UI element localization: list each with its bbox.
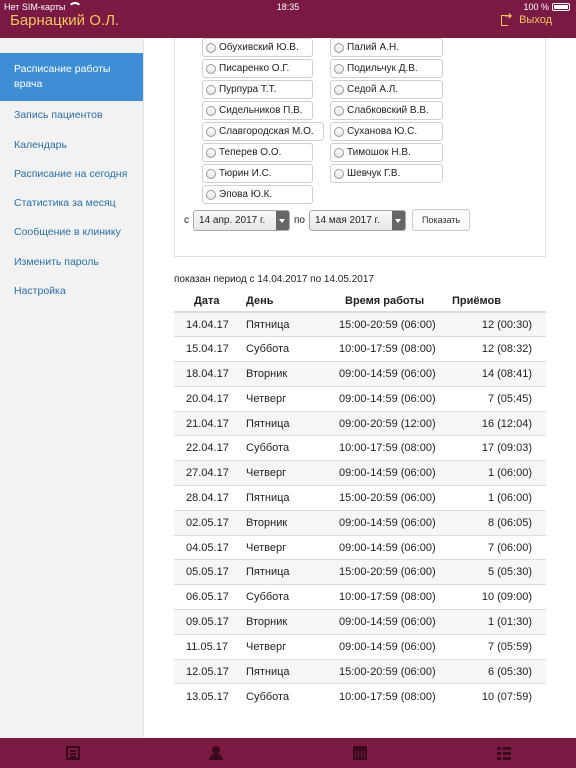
sidebar-item-settings[interactable]: Настройка <box>14 284 66 297</box>
cell-appointments: 1 (06:00) <box>452 486 546 511</box>
cell-day: Вторник <box>241 362 327 387</box>
from-date-value: 14 апр. 2017 г. <box>199 214 266 226</box>
cell-hours: 10:00-17:59 (08:00) <box>327 337 452 362</box>
cell-hours: 09:00-14:59 (06:00) <box>327 535 452 560</box>
cell-day: Пятница <box>241 659 327 684</box>
list-icon[interactable] <box>66 746 80 760</box>
doctor-name: Седой А.Л. <box>347 84 399 95</box>
cell-date: 02.05.17 <box>174 510 241 535</box>
schedule-table <box>174 290 546 709</box>
column-header-hours: Время работы <box>327 290 452 312</box>
table-row <box>174 634 546 659</box>
radio-icon <box>206 148 216 158</box>
battery-icon <box>552 3 570 11</box>
radio-icon <box>334 43 344 53</box>
cell-date: 20.04.17 <box>174 386 241 411</box>
doctor-option[interactable] <box>330 80 443 99</box>
doctor-name: Писаренко О.Г. <box>219 63 290 74</box>
doctor-option[interactable] <box>202 122 324 141</box>
table-row <box>174 535 546 560</box>
doctor-option[interactable] <box>202 59 313 78</box>
table-row <box>174 411 546 436</box>
cell-hours: 15:00-20:59 (06:00) <box>327 486 452 511</box>
doctor-name: Суханова Ю.С. <box>347 126 418 137</box>
doctor-name: Тимошок Н.В. <box>347 147 411 158</box>
radio-icon <box>206 85 216 95</box>
cell-hours: 09:00-14:59 (06:00) <box>327 610 452 635</box>
logout-button[interactable] <box>501 14 552 26</box>
status-time: 18:35 <box>276 2 300 12</box>
sidebar-item-today-schedule[interactable]: Расписание на сегодня <box>14 167 128 180</box>
sidebar-item-patient-booking[interactable]: Запись пациентов <box>14 109 103 122</box>
cell-day: Суббота <box>241 337 327 362</box>
table-row <box>174 461 546 486</box>
chevron-down-icon <box>392 211 405 230</box>
cell-day: Пятница <box>241 486 327 511</box>
chevron-down-icon <box>276 211 289 230</box>
cell-appointments: 12 (00:30) <box>452 312 546 337</box>
table-row <box>174 510 546 535</box>
cell-date: 04.05.17 <box>174 535 241 560</box>
to-date-value: 14 мая 2017 г. <box>314 214 380 226</box>
doctor-name: Слабковский В.В. <box>347 105 429 116</box>
cell-date: 22.04.17 <box>174 436 241 461</box>
cell-day: Суббота <box>241 436 327 461</box>
doctor-name: Сидельников П.В. <box>219 105 303 116</box>
cell-appointments: 14 (08:41) <box>452 362 546 387</box>
cell-appointments: 8 (06:05) <box>452 510 546 535</box>
cell-date: 18.04.17 <box>174 362 241 387</box>
radio-icon <box>334 148 344 158</box>
table-row <box>174 684 546 709</box>
table-row <box>174 386 546 411</box>
doctor-name: Палий А.Н. <box>347 42 399 53</box>
cell-appointments: 10 (09:00) <box>452 585 546 610</box>
sidebar-item-schedule[interactable]: Расписание работы врача <box>0 53 143 101</box>
sidebar-item-clinic-message[interactable]: Сообщение в клинику <box>14 226 121 239</box>
column-header-day: День <box>241 290 327 312</box>
to-date-select[interactable] <box>309 210 406 231</box>
table-row <box>174 585 546 610</box>
battery-text: 100 % <box>523 2 549 12</box>
cell-appointments: 12 (08:32) <box>452 337 546 362</box>
doctor-name: Пурпура Т.Т. <box>219 84 277 95</box>
cell-appointments: 16 (12:04) <box>452 411 546 436</box>
cell-appointments: 5 (05:30) <box>452 560 546 585</box>
doctor-option[interactable] <box>202 80 313 99</box>
cell-date: 06.05.17 <box>174 585 241 610</box>
cell-day: Четверг <box>241 535 327 560</box>
cell-hours: 10:00-17:59 (08:00) <box>327 684 452 709</box>
date-range-filter <box>184 209 470 231</box>
doctor-option[interactable] <box>330 101 443 120</box>
radio-icon <box>334 106 344 116</box>
table-row <box>174 312 546 337</box>
grid-list-icon[interactable] <box>497 746 511 760</box>
table-row <box>174 436 546 461</box>
radio-icon <box>206 64 216 74</box>
bottom-tab-bar <box>0 738 576 768</box>
doctor-option[interactable] <box>202 101 313 120</box>
doctor-option[interactable] <box>202 38 313 57</box>
cell-date: 15.04.17 <box>174 337 241 362</box>
doctor-name: Тюрин И.С. <box>219 168 272 179</box>
cell-date: 21.04.17 <box>174 411 241 436</box>
doctor-option[interactable] <box>330 122 443 141</box>
cell-date: 05.05.17 <box>174 560 241 585</box>
doctor-option[interactable] <box>330 164 443 183</box>
cell-day: Суббота <box>241 684 327 709</box>
cell-date: 13.05.17 <box>174 684 241 709</box>
cell-appointments: 7 (05:59) <box>452 634 546 659</box>
cell-day: Суббота <box>241 585 327 610</box>
cell-hours: 09:00-20:59 (12:00) <box>327 411 452 436</box>
sidebar-item-monthly-stats[interactable]: Статистика за месяц <box>14 197 116 210</box>
sidebar-item-calendar[interactable]: Календарь <box>14 138 67 151</box>
table-row <box>174 560 546 585</box>
cell-appointments: 6 (05:30) <box>452 659 546 684</box>
header-bar <box>0 0 576 38</box>
doctor-name: Подильчук Д.В. <box>347 63 418 74</box>
doctor-option[interactable] <box>330 143 443 162</box>
radio-icon <box>334 169 344 179</box>
cell-day: Вторник <box>241 510 327 535</box>
cell-hours: 10:00-17:59 (08:00) <box>327 585 452 610</box>
cell-appointments: 1 (01:30) <box>452 610 546 635</box>
cell-hours: 09:00-14:59 (06:00) <box>327 634 452 659</box>
doctor-name: Обухивский Ю.В. <box>219 42 299 53</box>
doctor-name: Теперев О.О. <box>219 147 282 158</box>
cell-hours: 09:00-14:59 (06:00) <box>327 461 452 486</box>
calendar-icon[interactable] <box>353 746 367 760</box>
sidebar-item-change-password[interactable]: Изменить пароль <box>14 255 99 268</box>
page-title: Барнацкий О.Л. <box>10 12 120 29</box>
cell-day: Пятница <box>241 312 327 337</box>
table-row <box>174 610 546 635</box>
main-content <box>144 38 576 738</box>
period-text: показан период с 14.04.2017 по 14.05.2017 <box>174 274 374 285</box>
cell-appointments: 7 (06:00) <box>452 535 546 560</box>
radio-icon <box>206 127 216 137</box>
cell-appointments: 10 (07:59) <box>452 684 546 709</box>
radio-icon <box>206 169 216 179</box>
cell-hours: 09:00-14:59 (06:00) <box>327 510 452 535</box>
carrier-text: Нет SIM-карты <box>4 2 66 12</box>
cell-appointments: 17 (09:03) <box>452 436 546 461</box>
cell-appointments: 7 (05:45) <box>452 386 546 411</box>
table-row <box>174 659 546 684</box>
status-battery <box>523 2 570 12</box>
doctor-option[interactable] <box>202 185 313 204</box>
radio-icon <box>334 64 344 74</box>
cell-hours: 15:00-20:59 (06:00) <box>327 312 452 337</box>
cell-date: 09.05.17 <box>174 610 241 635</box>
cell-date: 28.04.17 <box>174 486 241 511</box>
doctor-option[interactable] <box>330 38 443 57</box>
cell-hours: 09:00-14:59 (06:00) <box>327 386 452 411</box>
from-label: с <box>184 214 189 226</box>
to-label: по <box>294 214 305 226</box>
cell-hours: 09:00-14:59 (06:00) <box>327 362 452 387</box>
radio-icon <box>206 190 216 200</box>
radio-icon <box>206 106 216 116</box>
cell-hours: 15:00-20:59 (06:00) <box>327 659 452 684</box>
doctor-option[interactable] <box>202 164 313 183</box>
cell-appointments: 1 (06:00) <box>452 461 546 486</box>
cell-day: Четверг <box>241 386 327 411</box>
cell-date: 14.04.17 <box>174 312 241 337</box>
sidebar <box>0 38 144 738</box>
table-row <box>174 486 546 511</box>
cell-day: Вторник <box>241 610 327 635</box>
table-row <box>174 362 546 387</box>
doctor-option[interactable] <box>202 143 313 162</box>
cell-day: Четверг <box>241 634 327 659</box>
radio-icon <box>206 43 216 53</box>
doctor-name: Шевчук Г.В. <box>347 168 401 179</box>
cell-date: 27.04.17 <box>174 461 241 486</box>
cell-day: Пятница <box>241 560 327 585</box>
doctor-name: Эпова Ю.К. <box>219 189 273 200</box>
from-date-select[interactable] <box>193 210 290 231</box>
radio-icon <box>334 127 344 137</box>
user-icon[interactable] <box>209 746 223 760</box>
doctor-option[interactable] <box>330 59 443 78</box>
cell-day: Четверг <box>241 461 327 486</box>
cell-date: 12.05.17 <box>174 659 241 684</box>
table-row <box>174 337 546 362</box>
logout-label: Выход <box>519 14 552 26</box>
table-header-row <box>174 290 546 312</box>
radio-icon <box>334 85 344 95</box>
doctor-name: Славгородская М.О. <box>219 126 314 137</box>
cell-hours: 10:00-17:59 (08:00) <box>327 436 452 461</box>
column-header-date: Дата <box>174 290 241 312</box>
cell-day: Пятница <box>241 411 327 436</box>
cell-date: 11.05.17 <box>174 634 241 659</box>
show-button[interactable]: Показать <box>412 209 470 231</box>
logout-icon <box>501 15 513 25</box>
column-header-appointments: Приёмов <box>452 290 546 312</box>
cell-hours: 15:00-20:59 (06:00) <box>327 560 452 585</box>
